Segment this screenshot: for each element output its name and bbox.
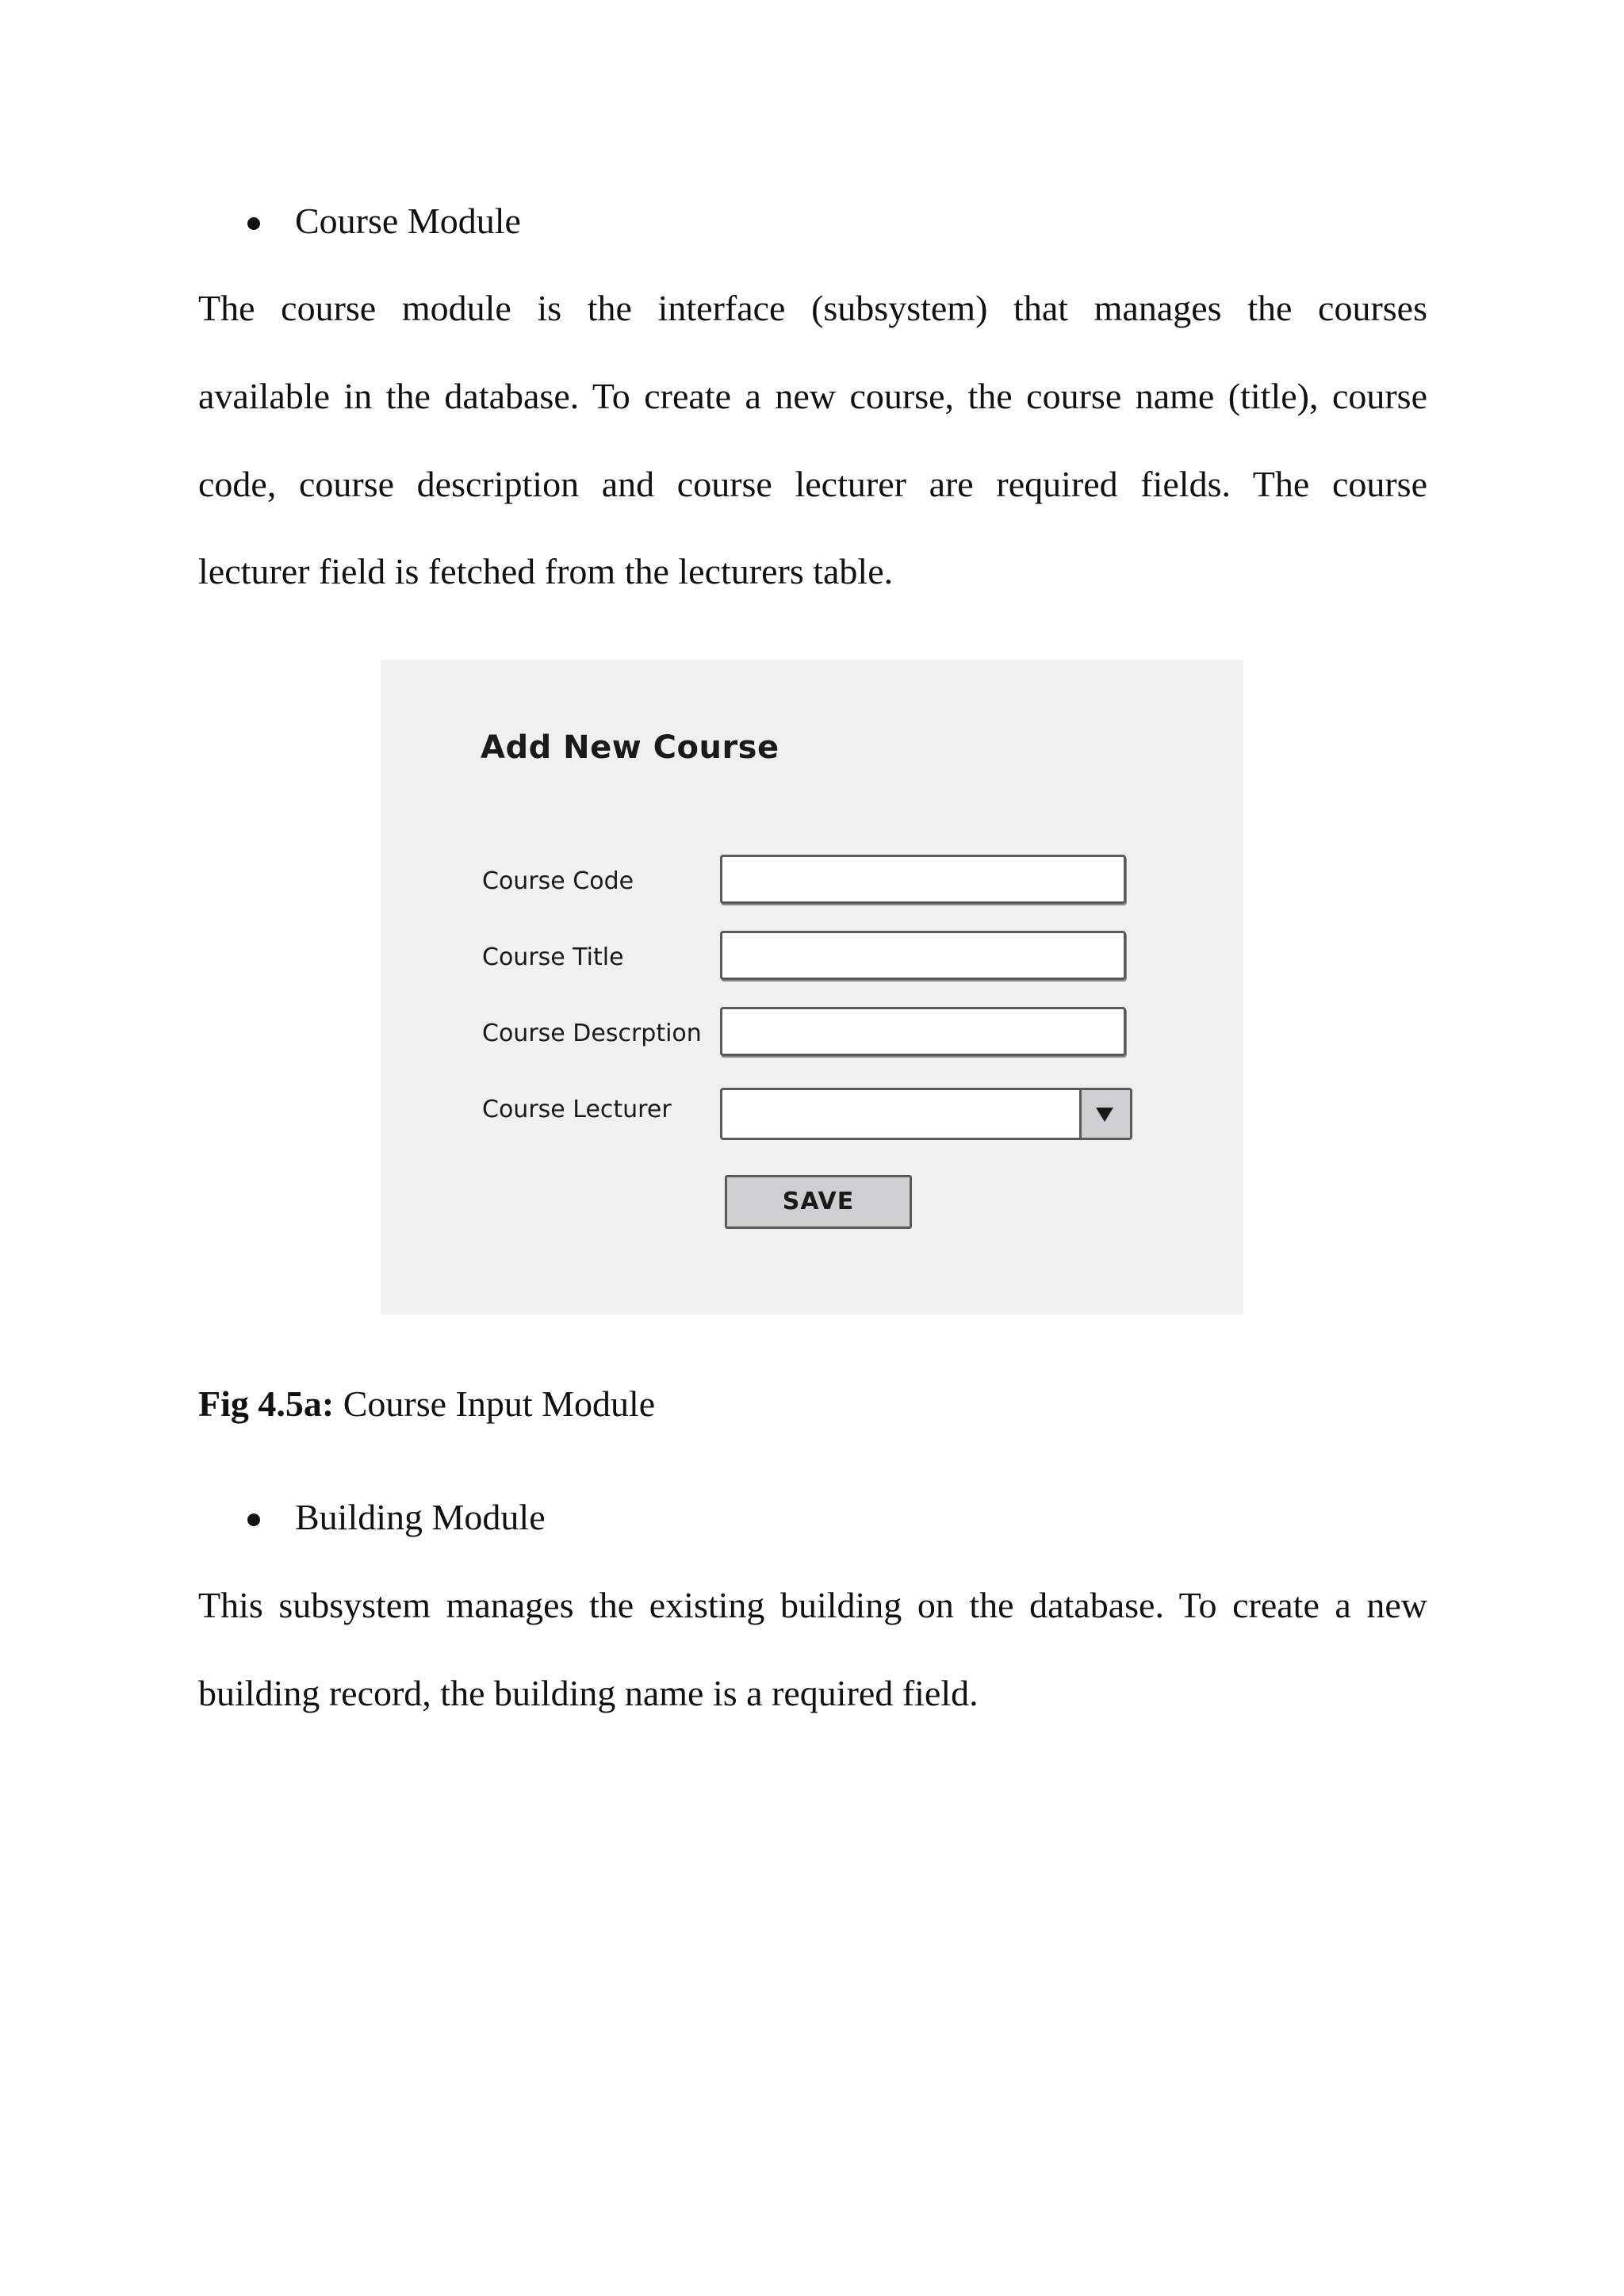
bullet-icon [247, 1513, 260, 1526]
course-description-input[interactable] [720, 1007, 1126, 1056]
add-course-form-figure [381, 660, 1243, 1314]
paragraph-line: This subsystem manages the existing building on the database. To create a new [198, 1585, 1427, 1625]
caption-text: Course Input Module [334, 1383, 656, 1424]
caption-label: Fig 4.5a: [198, 1383, 335, 1424]
paragraph-line: building record, the building name is a required field. [198, 1673, 979, 1713]
course-title-label: Course Title [482, 943, 624, 971]
form-title: Add New Course [481, 729, 779, 766]
course-title-input[interactable] [720, 931, 1126, 980]
section-heading: Building Module [295, 1497, 546, 1537]
paragraph-line: available in the database. To create a new course, the course name (title), course [198, 376, 1427, 416]
section-heading: Course Module [295, 201, 521, 241]
course-description-label: Course Descrption [482, 1020, 702, 1047]
course-lecturer-select[interactable] [720, 1088, 1132, 1140]
course-code-label: Course Code [482, 867, 634, 895]
paragraph-line: code, course description and course lecturer are required fields. The course [198, 464, 1427, 504]
dropdown-button[interactable] [1079, 1090, 1130, 1138]
paragraph-line: lecturer field is fetched from the lecturers table. [198, 551, 894, 591]
course-code-input[interactable] [720, 855, 1126, 904]
save-button[interactable]: SAVE [725, 1175, 912, 1229]
course-lecturer-label: Course Lecturer [482, 1096, 672, 1123]
bullet-icon [247, 217, 260, 230]
figure-caption [198, 1383, 656, 1424]
chevron-down-icon [1096, 1108, 1113, 1122]
paragraph-line: The course module is the interface (subsystem) that manages the courses [198, 288, 1427, 328]
